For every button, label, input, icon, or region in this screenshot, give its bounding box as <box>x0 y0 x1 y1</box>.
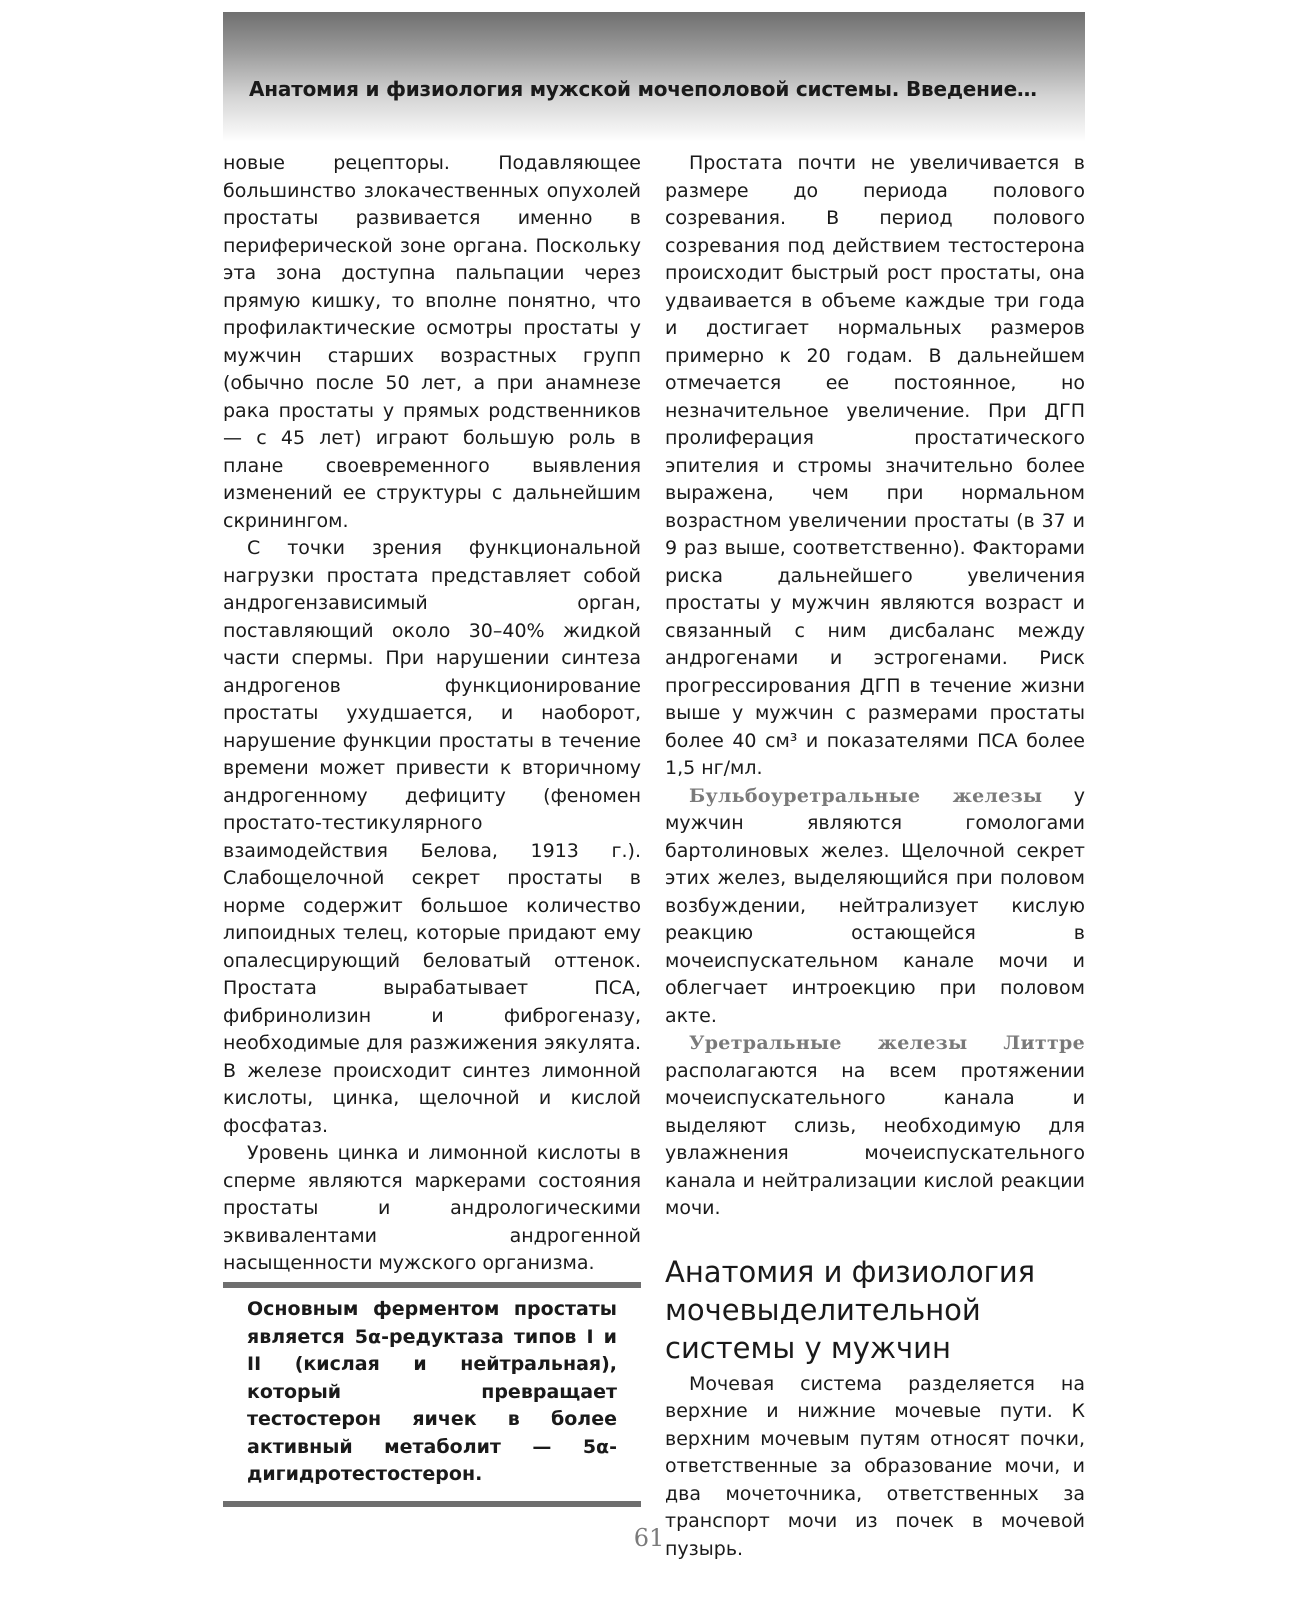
callout-text: Основным ферментом простаты является 5α-редуктаза типов I и II (кислая и нейтральная), который превращает тестостерон яичек в более активный метаболит — 5α-дигидротестостерон. <box>247 1298 617 1485</box>
paragraph-text: у мужчин являются гомологами бартолиновых желез. Щелочной секрет этих желез, выделяющийся при половом возбуждении, нейтрализует кислую реакцию остающейся в мочеиспускательном канале мочи и облегчает интроекцию при половом акте. <box>665 784 1085 1027</box>
paragraph <box>665 783 1085 1031</box>
section-heading: Анатомия и физиология мочевыделительной системы у мужчин <box>665 1254 1036 1365</box>
paragraph: новые рецепторы. Подавляющее большинство злокачественных опухолей простаты развивается именно в периферической зоне органа. Поскольку эта зона доступна пальпации через прямую кишку, то вполне понятно, что профилактические осмотры простаты у мужчин старших возрастных групп (обычно после 50 лет, а при анамнезе рака простаты у прямых родственников — с 45 лет) играют большую роль в плане своевременного выявления изменений ее структуры с дальнейшим скринингом. <box>223 152 641 532</box>
paragraph: Простата почти не увеличивается в размере до периода полового созревания. В период полового созревания под действием тестостерона происходит быстрый рост простаты, она удваивается в объеме каждые три года и достигает нормальных размеров примерно к 20 годам. В дальнейшем отмечается ее постоянное, но незначительное увеличение. При ДГП пролиферация простатического эпителия и стромы значительно более выражена, чем при нормальном возрастном увеличении простаты (в 37 и 9 раз выше, соответственно). Факторами риска дальнейшего увеличения простаты у мужчин являются возраст и связанный с ним дисбаланс между андрогенами и эстрогенами. Риск прогрессирования ДГП в течение жизни выше у мужчин с размерами простаты более 40 см³ и показателями ПСА более 1,5 нг/мл. <box>665 152 1085 779</box>
running-header-title: Анатомия и физиология мужской мочеполовой системы. Введение… <box>249 77 1037 101</box>
right-column <box>665 150 1085 1563</box>
paragraph <box>665 1030 1085 1223</box>
left-column <box>223 150 641 1278</box>
callout-box <box>223 1282 641 1507</box>
page-number: 61 <box>633 1524 665 1552</box>
paragraph: Мочевая система разделяется на верхние и нижние мочевые пути. К верхним мочевым путям относят почки, ответственные за образование мочи, и два мочеточника, ответственных за транспорт мочи из почек в мочевой пузырь. <box>665 1372 1085 1560</box>
term-highlight: Уретральные железы Литтре <box>689 1032 1085 1054</box>
paragraph: Уровень цинка и лимонной кислоты в сперме являются маркерами состояния простаты и андрологическими эквивалентами андрогенной насыщенности мужского организма. <box>223 1142 641 1274</box>
term-highlight: Бульбоуретральные железы <box>689 784 1043 807</box>
paragraph: С точки зрения функциональной нагрузки простата представляет собой андрогензависимый орган, поставляющий около 30–40% жидкой части спермы. При нарушении синтеза андрогенов функционирование простаты ухудшается, и наоборот, нарушение функции простаты в течение времени может привести к вторичному андрогенному дефициту (феномен простато-тестикулярного взаимодействия Белова, 1913 г.). Слабощелочной секрет простаты в норме содержит большое количество липоидных телец, которые придают ему опалесцирующий беловатый оттенок. Простата вырабатывает ПСА, фибринолизин и фиброгеназу, необходимые для разжижения эякулята. В железе происходит синтез лимонной кислоты, цинка, щелочной и кислой фосфатаз. <box>223 537 641 1137</box>
paragraph-text: располагаются на всем протяжении мочеиспускательного канала и выделяют слизь, необходимую для увлажнения мочеиспускательного канала и нейтрализации кислой реакции мочи. <box>665 1059 1085 1219</box>
